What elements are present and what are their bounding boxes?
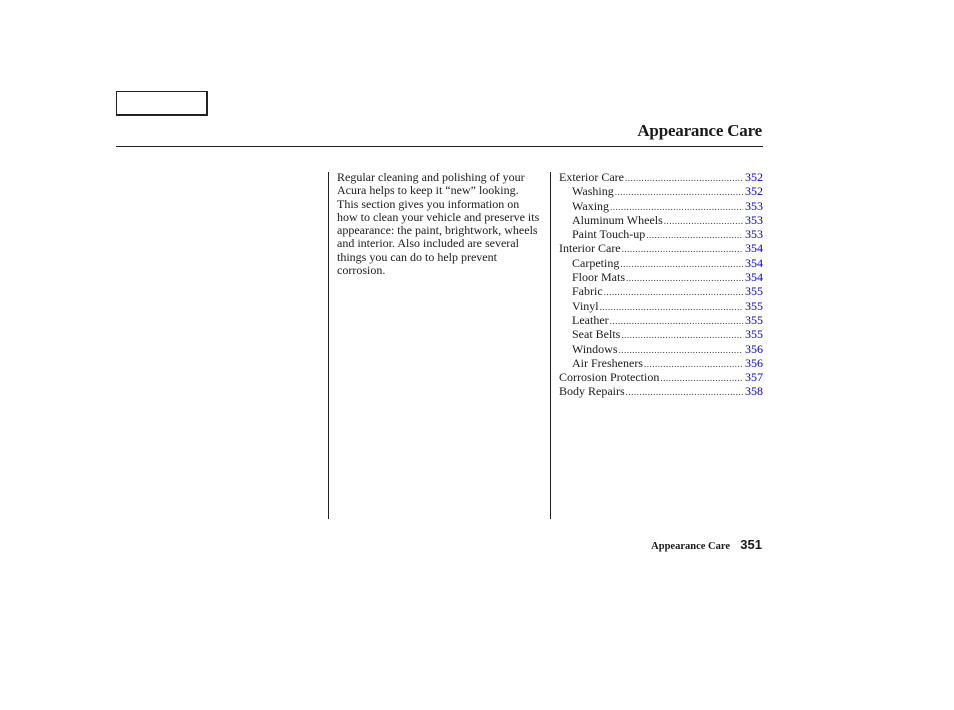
toc-page-link[interactable]: 358 [745, 384, 763, 399]
toc-item[interactable] [559, 300, 763, 314]
toc-page-link[interactable]: 353 [745, 227, 763, 242]
toc-item[interactable] [559, 343, 763, 357]
toc-item[interactable] [559, 285, 763, 299]
intro-paragraph [337, 171, 542, 277]
page-title: Appearance Care [637, 121, 762, 140]
toc-item-label: Interior Care [559, 241, 621, 256]
toc-item[interactable] [559, 200, 763, 214]
main-menu-button[interactable] [116, 91, 208, 116]
toc-item[interactable] [559, 185, 763, 199]
toc-item-label: Vinyl [572, 298, 599, 313]
toc-item[interactable] [559, 171, 763, 185]
toc-page-link[interactable]: 354 [745, 241, 763, 256]
toc-page-link[interactable]: 353 [745, 198, 763, 213]
toc-item-label: Washing [572, 184, 614, 199]
leader-dots [625, 172, 743, 185]
leader-dots [660, 372, 743, 385]
toc-item-label: Leather [572, 312, 609, 327]
toc-item-label: Seat Belts [572, 327, 621, 342]
leader-dots [626, 272, 743, 285]
column-divider-left [328, 172, 329, 519]
leader-dots [644, 358, 743, 371]
toc-item-label: Windows [572, 341, 618, 356]
toc-page-link[interactable]: 356 [745, 341, 763, 356]
leader-dots [646, 229, 743, 242]
table-of-contents [559, 171, 763, 400]
toc-item-label: Body Repairs [559, 384, 625, 399]
toc-item-label: Paint Touch-up [572, 227, 646, 242]
leader-dots [610, 315, 743, 328]
toc-page-link[interactable]: 354 [745, 255, 763, 270]
toc-page-link[interactable]: 354 [745, 270, 763, 285]
toc-item-label: Exterior Care [559, 170, 624, 184]
toc-item[interactable] [559, 257, 763, 271]
toc-page-link[interactable]: 355 [745, 312, 763, 327]
toc-item[interactable] [559, 371, 763, 385]
toc-page-link[interactable]: 355 [745, 327, 763, 342]
toc-item[interactable] [559, 214, 763, 228]
leader-dots [604, 286, 743, 299]
leader-dots [619, 344, 743, 357]
toc-item[interactable] [559, 242, 763, 256]
toc-item-label: Carpeting [572, 255, 620, 270]
leader-dots [621, 329, 743, 342]
intro-text: Regular cleaning and polishing of your Acura helps to keep it “new” looking. This section gives you information on how to clean your vehicle and preserve its appearance: the paint, brightwork, wheels and interior. Also included are several things you can do to help prevent corrosion. [337, 170, 540, 278]
toc-item-label: Aluminum Wheels [572, 212, 663, 227]
toc-item-label: Corrosion Protection [559, 370, 660, 385]
toc-item[interactable] [559, 357, 763, 371]
footer-section-label: Appearance Care [651, 541, 730, 552]
toc-page-link[interactable]: 352 [745, 170, 763, 184]
title-divider [116, 146, 763, 147]
leader-dots [600, 301, 743, 314]
leader-dots [615, 186, 743, 199]
toc-item[interactable] [559, 314, 763, 328]
leader-dots [620, 258, 743, 271]
toc-page-link[interactable]: 355 [745, 298, 763, 313]
toc-item[interactable] [559, 228, 763, 242]
column-divider-right [550, 172, 551, 519]
page-number: 351 [740, 537, 762, 552]
toc-item[interactable] [559, 328, 763, 342]
toc-item-label: Fabric [572, 284, 603, 299]
toc-item-label: Air Fresheners [572, 355, 643, 370]
leader-dots [626, 386, 743, 399]
toc-page-link[interactable]: 352 [745, 184, 763, 199]
leader-dots [664, 215, 743, 228]
toc-page-link[interactable]: 357 [745, 370, 763, 385]
leader-dots [610, 201, 743, 214]
toc-page-link[interactable]: 353 [745, 212, 763, 227]
toc-item[interactable] [559, 385, 763, 399]
toc-page-link[interactable]: 356 [745, 355, 763, 370]
toc-page-link[interactable]: 355 [745, 284, 763, 299]
toc-item[interactable] [559, 271, 763, 285]
leader-dots [622, 243, 743, 256]
toc-item-label: Waxing [572, 198, 610, 213]
toc-item-label: Floor Mats [572, 270, 626, 285]
